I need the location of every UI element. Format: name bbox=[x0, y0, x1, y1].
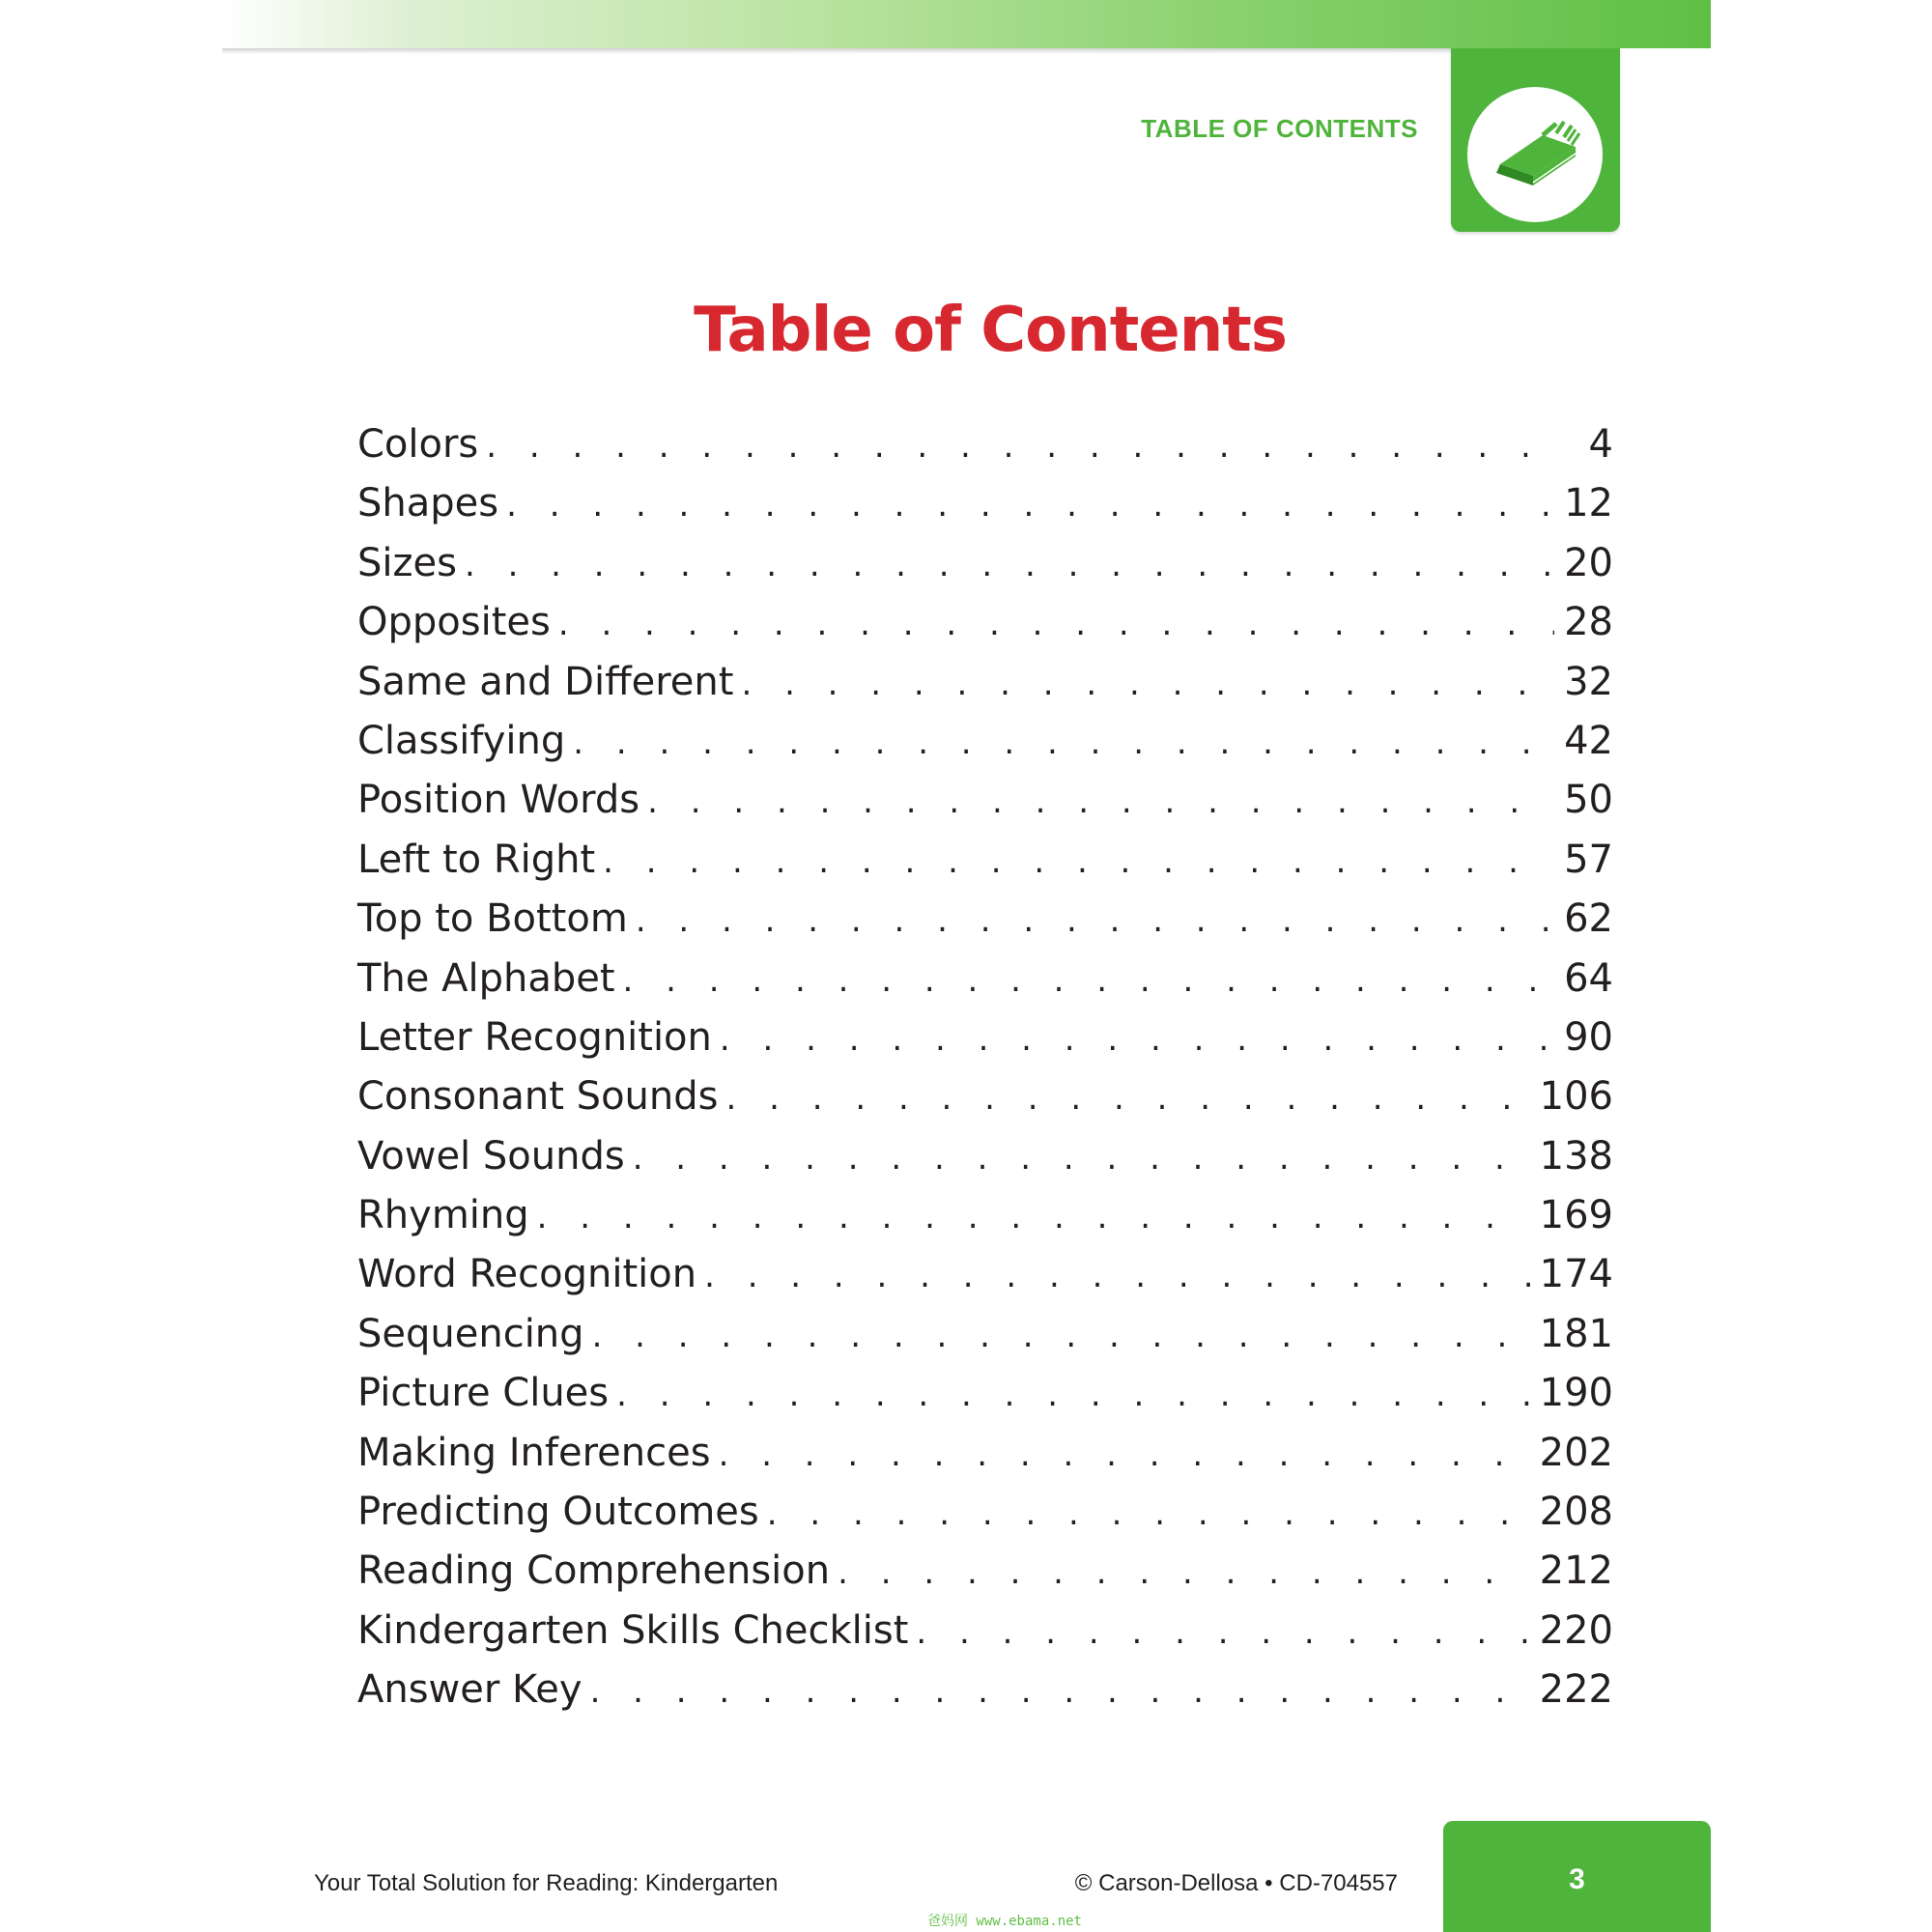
toc-entry-title: Top to Bottom bbox=[357, 896, 628, 942]
toc-entry bbox=[357, 1015, 1613, 1074]
toc-entry bbox=[357, 838, 1613, 896]
toc-entry-title: Position Words bbox=[357, 778, 640, 823]
toc-entry bbox=[357, 541, 1613, 600]
toc-entry-page: 181 bbox=[1539, 1311, 1613, 1356]
toc-dot-leader bbox=[486, 427, 1565, 466]
toc-entry bbox=[357, 1074, 1613, 1133]
toc-entry bbox=[357, 778, 1613, 837]
toc-entry-title: The Alphabet bbox=[357, 955, 615, 1001]
top-band-shadow bbox=[222, 48, 1459, 54]
toc-entry-page: 57 bbox=[1564, 837, 1613, 882]
toc-entry-title: Answer Key bbox=[357, 1667, 582, 1713]
toc-dot-leader bbox=[465, 546, 1554, 584]
toc-entry-title: Kindergarten Skills Checklist bbox=[357, 1607, 909, 1653]
toc-entry bbox=[357, 1431, 1613, 1490]
toc-entry-title: Shapes bbox=[357, 481, 499, 526]
toc-entry-title: Making Inferences bbox=[357, 1430, 711, 1475]
toc-entry bbox=[357, 1608, 1613, 1667]
toc-dot-leader bbox=[616, 1376, 1530, 1414]
toc-entry-page: 28 bbox=[1564, 600, 1613, 645]
toc-entry-title: Same and Different bbox=[357, 659, 734, 704]
toc-dot-leader bbox=[623, 961, 1555, 1000]
toc-dot-leader bbox=[506, 486, 1554, 525]
toc-entry-title: Sequencing bbox=[357, 1311, 584, 1356]
toc-entry-page: 64 bbox=[1564, 955, 1613, 1001]
footer-copyright: © Carson-Dellosa • CD-704557 bbox=[1074, 1870, 1398, 1896]
toc-entry-page: 138 bbox=[1539, 1133, 1613, 1179]
toc-entry-page: 174 bbox=[1539, 1252, 1613, 1297]
toc-entry-page: 190 bbox=[1539, 1371, 1613, 1416]
toc-entry-page: 202 bbox=[1539, 1430, 1613, 1475]
toc-entry bbox=[357, 896, 1613, 955]
toc-dot-leader bbox=[633, 1139, 1530, 1178]
toc-entry-title: Letter Recognition bbox=[357, 1014, 712, 1060]
toc-list bbox=[357, 422, 1613, 1727]
toc-dot-leader bbox=[720, 1020, 1554, 1059]
toc-entry bbox=[357, 1193, 1613, 1252]
toc-dot-leader bbox=[725, 1079, 1529, 1118]
toc-entry-title: Predicting Outcomes bbox=[357, 1490, 759, 1535]
toc-entry bbox=[357, 481, 1613, 540]
toc-dot-leader bbox=[573, 724, 1554, 762]
toc-dot-leader bbox=[558, 605, 1554, 643]
toc-dot-leader bbox=[590, 1672, 1530, 1711]
toc-dot-leader bbox=[741, 665, 1554, 703]
section-label: TABLE OF CONTENTS bbox=[1141, 114, 1418, 143]
toc-dot-leader bbox=[838, 1553, 1530, 1592]
toc-entry-page: 42 bbox=[1564, 718, 1613, 763]
toc-entry bbox=[357, 956, 1613, 1015]
toc-entry bbox=[357, 660, 1613, 719]
toc-entry bbox=[357, 719, 1613, 778]
toc-entry-page: 50 bbox=[1564, 778, 1613, 823]
toc-entry-title: Left to Right bbox=[357, 837, 596, 882]
toc-dot-leader bbox=[767, 1494, 1530, 1533]
toc-dot-leader bbox=[916, 1613, 1529, 1652]
toc-entry-title: Classifying bbox=[357, 718, 566, 763]
toc-entry-page: 106 bbox=[1539, 1074, 1613, 1120]
toc-dot-leader bbox=[719, 1435, 1530, 1474]
toc-entry bbox=[357, 1548, 1613, 1607]
toc-entry-page: 212 bbox=[1539, 1548, 1613, 1594]
watermark: 爸妈网 www.ebama.net bbox=[926, 1914, 1082, 1929]
toc-entry-title: Rhyming bbox=[357, 1193, 529, 1238]
toc-dot-leader bbox=[537, 1198, 1530, 1236]
page-number: 3 bbox=[1569, 1863, 1585, 1895]
toc-entry-title: Word Recognition bbox=[357, 1252, 697, 1297]
toc-entry bbox=[357, 1667, 1613, 1726]
toc-entry-page: 220 bbox=[1539, 1607, 1613, 1653]
toc-entry-title: Colors bbox=[357, 422, 479, 467]
footer-book-title: Your Total Solution for Reading: Kindergarten bbox=[314, 1870, 779, 1896]
section-tab bbox=[1451, 48, 1620, 232]
toc-entry bbox=[357, 1252, 1613, 1311]
toc-entry-title: Reading Comprehension bbox=[357, 1548, 831, 1594]
toc-entry-title: Picture Clues bbox=[357, 1371, 610, 1416]
toc-entry bbox=[357, 422, 1613, 481]
toc-entry-page: 32 bbox=[1564, 659, 1613, 704]
toc-entry-title: Consonant Sounds bbox=[357, 1074, 719, 1120]
toc-entry bbox=[357, 1371, 1613, 1430]
toc-entry-page: 20 bbox=[1564, 540, 1613, 585]
toc-entry bbox=[357, 600, 1613, 659]
top-color-band bbox=[222, 0, 1711, 48]
toc-entry-title: Sizes bbox=[357, 540, 457, 585]
toc-dot-leader bbox=[647, 782, 1554, 821]
toc-dot-leader bbox=[704, 1257, 1530, 1295]
toc-entry bbox=[357, 1134, 1613, 1193]
toc-entry-title: Vowel Sounds bbox=[357, 1133, 625, 1179]
page-title: Table of Contents bbox=[694, 294, 1287, 366]
toc-dot-leader bbox=[603, 842, 1554, 881]
toc-entry bbox=[357, 1312, 1613, 1371]
toc-entry-page: 169 bbox=[1539, 1193, 1613, 1238]
icon-circle bbox=[1467, 87, 1603, 222]
toc-dot-leader bbox=[636, 901, 1554, 940]
toc-entry-page: 90 bbox=[1564, 1014, 1613, 1060]
book-icon bbox=[1467, 87, 1603, 222]
toc-entry-page: 62 bbox=[1564, 896, 1613, 942]
toc-dot-leader bbox=[592, 1317, 1530, 1355]
toc-entry bbox=[357, 1490, 1613, 1548]
toc-entry-title: Opposites bbox=[357, 600, 551, 645]
toc-entry-page: 222 bbox=[1539, 1667, 1613, 1713]
toc-entry-page: 12 bbox=[1564, 481, 1613, 526]
toc-entry-page: 4 bbox=[1588, 422, 1613, 467]
toc-entry-page: 208 bbox=[1539, 1490, 1613, 1535]
